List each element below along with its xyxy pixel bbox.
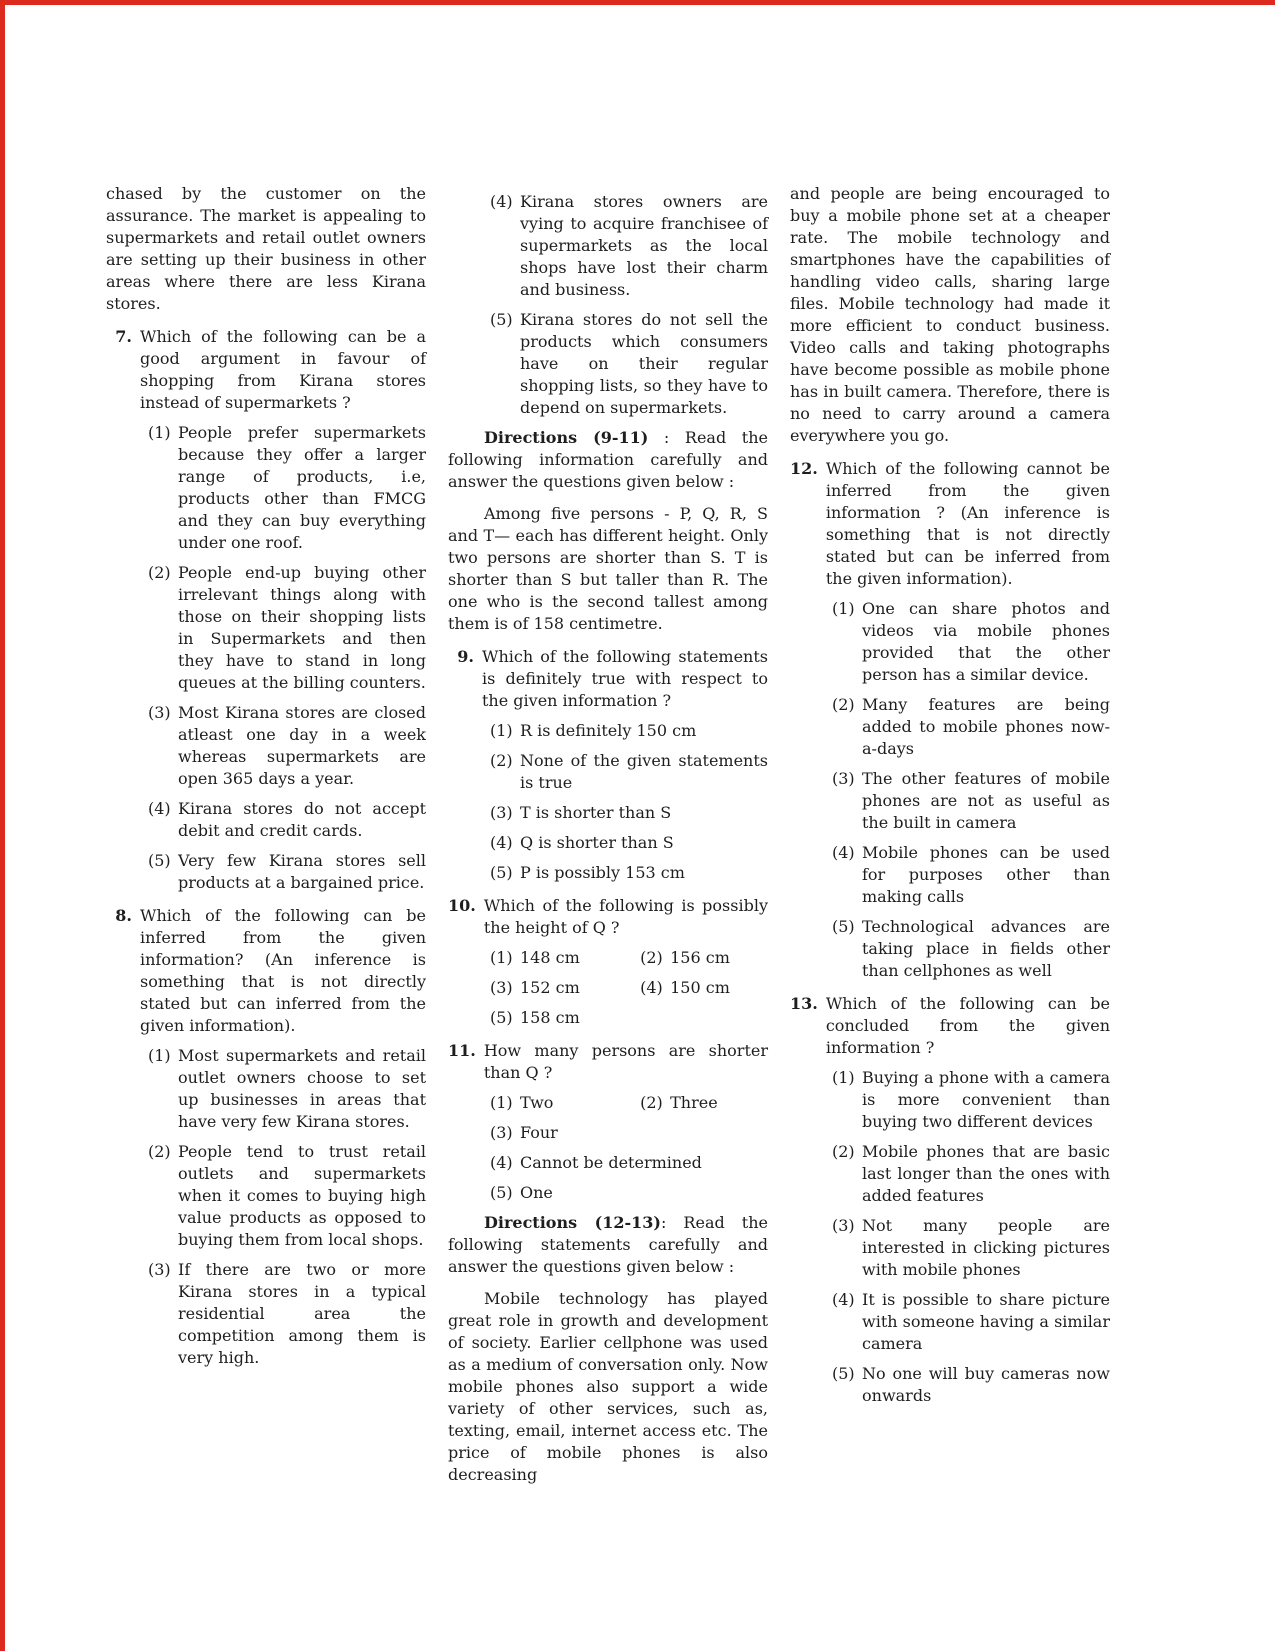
option-marker: (5): [490, 310, 513, 329]
option-text: 152 cm: [520, 978, 580, 997]
option: [148, 798, 426, 842]
option-marker: (2): [640, 948, 663, 967]
option-text: T is shorter than S: [520, 803, 672, 822]
option: [832, 1141, 1110, 1207]
option-marker: (2): [640, 1093, 663, 1112]
option: [832, 1289, 1110, 1355]
option-marker: (4): [148, 799, 171, 818]
option-text: Mobile phones that are basic last longer than the ones with added features: [862, 1142, 1110, 1205]
option-row: [490, 1092, 768, 1114]
question-text: Which of the following can be concluded from the given information ?: [825, 994, 1110, 1057]
question-number: 9.: [457, 647, 474, 666]
option: [148, 850, 426, 894]
option-marker: (5): [490, 1183, 513, 1202]
option: [148, 702, 426, 790]
paragraph: Mobile technology has played great role in growth and development of society. Earlier cellphone was used as a medium of conversation only. Now mobile phones also support a wide variety of other services, such as, texting, email, internet access etc. The price of mobile phones is also decreasing: [448, 1289, 768, 1484]
option-marker: (5): [148, 851, 171, 870]
option-marker: (2): [148, 563, 171, 582]
option: [832, 694, 1110, 760]
option-text: 148 cm: [520, 948, 580, 967]
question-text: Which of the following cannot be inferred from the given information ? (An inference is something that is not directly stated but can be inferred from the given information).: [825, 459, 1110, 588]
option-text: One: [520, 1183, 553, 1202]
option: [640, 977, 768, 999]
option-text: If there are two or more Kirana stores in a typical residential area the competition among them is very high.: [178, 1260, 426, 1367]
option: [832, 768, 1110, 834]
option: [490, 720, 768, 742]
option-text: It is possible to share picture with someone having a similar camera: [862, 1290, 1110, 1353]
option-marker: (5): [490, 863, 513, 882]
option-text: P is possibly 153 cm: [520, 863, 685, 882]
option-text: Kirana stores do not sell the products which consumers have on their regular shopping lists, so they have to depend on supermarkets.: [520, 310, 768, 417]
option-text: Not many people are interested in clicking pictures with mobile phones: [862, 1216, 1110, 1279]
paragraph: Among five persons - P, Q, R, S and T— each has different height. Only two persons are shorter than S. T is shorter than S but taller than R. The one who is the second tallest among them is of 158 centimetre.: [448, 504, 768, 633]
option-marker: (1): [148, 423, 171, 442]
question-number: 7.: [115, 327, 132, 346]
option-marker: (1): [490, 948, 513, 967]
option-marker: (2): [832, 695, 855, 714]
question-number: 10.: [448, 896, 476, 915]
option: [490, 309, 768, 419]
option: [640, 1092, 768, 1114]
option: [490, 1182, 768, 1204]
option-text: Most supermarkets and retail outlet owners choose to set up businesses in areas that have very few Kirana stores.: [178, 1046, 426, 1131]
option-text: 158 cm: [520, 1008, 580, 1027]
option: [490, 1122, 768, 1144]
option-marker: (2): [832, 1142, 855, 1161]
question: [790, 993, 1110, 1059]
option-marker: (3): [490, 803, 513, 822]
option-text: One can share photos and videos via mobile phones provided that the other person has a similar device.: [862, 599, 1110, 684]
option-text: Kirana stores do not accept debit and credit cards.: [178, 799, 426, 840]
option: [490, 862, 768, 884]
option-marker: (5): [832, 1364, 855, 1383]
option-text: People prefer supermarkets because they offer a larger range of products, i.e, products other than FMCG and they can buy everything under one roof.: [178, 423, 426, 552]
option-marker: (1): [490, 1093, 513, 1112]
option: [148, 422, 426, 554]
directions-heading: [448, 427, 768, 493]
option-marker: (3): [490, 978, 513, 997]
question: [790, 458, 1110, 590]
question: [448, 1040, 768, 1084]
option: [490, 191, 768, 301]
option: [490, 977, 640, 999]
question: [106, 905, 426, 1037]
option-text: Technological advances are taking place in fields other than cellphones as well: [862, 917, 1110, 980]
option-marker: (1): [490, 721, 513, 740]
option-marker: (2): [148, 1142, 171, 1161]
option: [490, 802, 768, 824]
option-marker: (3): [490, 1123, 513, 1142]
option-marker: (3): [148, 703, 171, 722]
option-marker: (4): [490, 833, 513, 852]
option-text: Many features are being added to mobile phones now-a-days: [862, 695, 1110, 758]
option-text: Two: [520, 1093, 554, 1112]
option: [490, 1092, 640, 1114]
option-marker: (2): [490, 751, 513, 770]
option: [490, 1152, 768, 1174]
option-marker: (3): [832, 769, 855, 788]
left-edge-line: [0, 0, 5, 1651]
option: [490, 947, 640, 969]
option-text: 150 cm: [670, 978, 730, 997]
directions-text: : Read the following statements carefully and answer the questions given below :: [448, 1213, 769, 1276]
option-text: People end-up buying other irrelevant things along with those on their shopping lists in Supermarkets and then they have to stand in long queues at the billing counters.: [178, 563, 426, 692]
option-marker: (3): [148, 1260, 171, 1279]
option-marker: (5): [490, 1008, 513, 1027]
paragraph: and people are being encouraged to buy a mobile phone set at a cheaper rate. The mobile technology and smartphones have the capabilities of handling video calls, sharing large files. Mobile technology had made it more efficient to conduct business. Video calls and taking photographs have become possible as mobile phone has in built camera. Therefore, there is no need to carry around a camera everywhere you go.: [790, 184, 1110, 445]
option: [490, 1007, 768, 1029]
paragraph: chased by the customer on the assurance. The market is appealing to supermarkets and retail outlet owners are setting up their business in other areas where there are less Kirana stores.: [106, 184, 426, 313]
top-edge-line: [0, 0, 1275, 5]
option: [148, 1141, 426, 1251]
option-row: [490, 947, 768, 969]
option-text: Very few Kirana stores sell products at a bargained price.: [178, 851, 426, 892]
question-text: Which of the following can be a good argument in favour of shopping from Kirana stores instead of supermarkets ?: [140, 327, 426, 412]
option-marker: (3): [832, 1216, 855, 1235]
column-2: [448, 183, 768, 1496]
option-marker: (1): [148, 1046, 171, 1065]
option: [832, 598, 1110, 686]
column-1: [106, 183, 426, 1496]
option: [832, 1067, 1110, 1133]
option-marker: (1): [832, 1068, 855, 1087]
text-columns: [106, 183, 1112, 1496]
option-marker: (1): [832, 599, 855, 618]
option-text: R is definitely 150 cm: [520, 721, 697, 740]
option: [148, 1045, 426, 1133]
directions-label: Directions (12-13): [484, 1213, 661, 1232]
option-text: The other features of mobile phones are not as useful as the built in camera: [862, 769, 1110, 832]
option-marker: (4): [640, 978, 663, 997]
option-text: Cannot be determined: [520, 1153, 702, 1172]
question: [448, 895, 768, 939]
question-number: 12.: [790, 459, 818, 478]
directions-text: : Read the following information carefully and answer the questions given below :: [448, 428, 768, 491]
option-marker: (5): [832, 917, 855, 936]
option-marker: (4): [490, 1153, 513, 1172]
directions-heading: [448, 1212, 768, 1278]
option-text: People tend to trust retail outlets and supermarkets when it comes to buying high value products as opposed to buying them from local shops.: [178, 1142, 426, 1249]
option: [832, 842, 1110, 908]
option-text: Four: [520, 1123, 558, 1142]
option-text: 156 cm: [670, 948, 730, 967]
option: [832, 1363, 1110, 1407]
option: [832, 1215, 1110, 1281]
option: [490, 832, 768, 854]
option-text: No one will buy cameras now onwards: [862, 1364, 1110, 1405]
question-number: 8.: [115, 906, 132, 925]
option-row: [490, 977, 768, 999]
question: [448, 646, 768, 712]
question-text: Which of the following can be inferred from the given information? (An inference is something that is not directly stated but can inferred from the given information).: [140, 906, 426, 1035]
directions-label: Directions (9-11): [484, 428, 649, 447]
option-text: Most Kirana stores are closed atleast one day in a week whereas supermarkets are open 365 days a year.: [178, 703, 426, 788]
question: [106, 326, 426, 414]
option-text: Mobile phones can be used for purposes other than making calls: [862, 843, 1110, 906]
question-number: 11.: [448, 1041, 476, 1060]
question-text: Which of the following statements is definitely true with respect to the given information ?: [482, 647, 768, 710]
option: [148, 1259, 426, 1369]
question-text: How many persons are shorter than Q ?: [483, 1041, 768, 1082]
option: [640, 947, 768, 969]
option-text: Q is shorter than S: [520, 833, 674, 852]
option: [148, 562, 426, 694]
option-marker: (4): [832, 843, 855, 862]
option: [490, 750, 768, 794]
option-marker: (4): [490, 192, 513, 211]
option-text: Kirana stores owners are vying to acquire franchisee of supermarkets as the local shops have lost their charm and business.: [520, 192, 768, 299]
option: [832, 916, 1110, 982]
question-number: 13.: [790, 994, 818, 1013]
option-marker: (4): [832, 1290, 855, 1309]
question-text: Which of the following is possibly the height of Q ?: [483, 896, 768, 937]
column-3: [790, 183, 1110, 1496]
option-text: None of the given statements is true: [520, 751, 768, 792]
option-text: Three: [670, 1093, 718, 1112]
option-text: Buying a phone with a camera is more convenient than buying two different devices: [862, 1068, 1110, 1131]
